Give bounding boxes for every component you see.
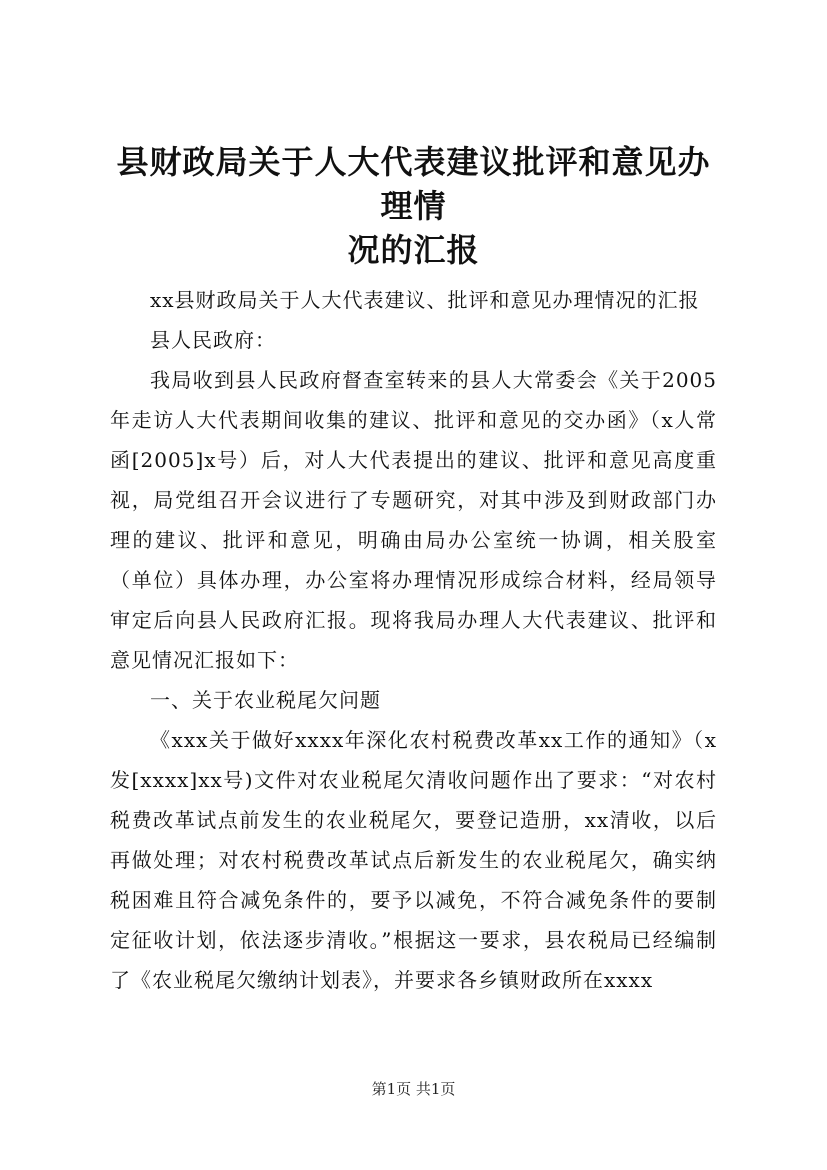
title-line-2: 况的汇报 xyxy=(347,231,480,269)
salutation-paragraph: 县人民政府： xyxy=(150,328,276,352)
document-title xyxy=(106,0,721,272)
section-paragraph: 《xxx关于做好xxxx年深化农村税费改革xx工作的通知》（x发[xxxx]xx号)文件对农业税尾欠清收问题作出了要求：“对农村税费改革试点前发生的农业税尾欠，要登记造册，xx清收，以后再做处理；对农村税费改革试点后新发生的农业税尾欠，确实纳税困难且符合减免条件的，要予以减免，不符合减免条件的要制定征收计划，依法逐步清收。”根据这一要求，县农税局已经编制了《农业税尾欠缴纳计划表》，并要求各乡镇财政所在xxxx xyxy=(110,728,717,992)
section-heading: 一、关于农业税尾欠问题 xyxy=(150,688,381,712)
subtitle-paragraph: xx县财政局关于人大代表建议、批评和意见办理情况的汇报 xyxy=(150,288,700,312)
title-line-1: 县财政局关于人大代表建议批评和意见办理情 xyxy=(116,143,711,225)
intro-paragraph: 我局收到县人民政府督查室转来的县人大常委会《关于2005年走访人大代表期间收集的建议、批评和意见的交办函》（x人常函[2005]x号）后，对人大代表提出的建议、批评和意见高度重视，局党组召开会议进行了专题研究，对其中涉及到财政部门办理的建议、批评和意见，明确由局办公室统一协调，相关股室（单位）具体办理，办公室将办理情况形成综合材料，经局领导审定后向县人民政府汇报。现将我局办理人大代表建议、批评和意见情况汇报如下： xyxy=(110,368,717,672)
document-body xyxy=(110,280,717,1000)
page-footer: 第1页 共1页 xyxy=(371,1080,456,1098)
